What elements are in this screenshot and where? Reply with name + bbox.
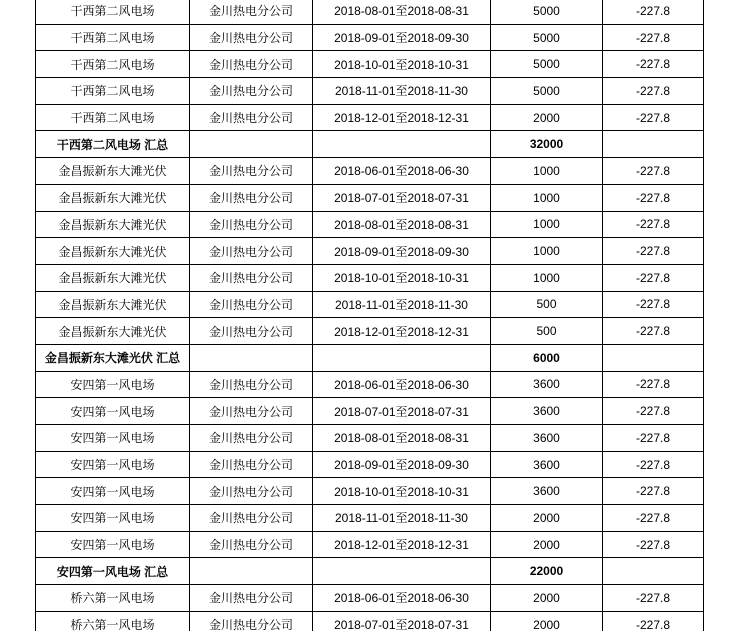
cell-plant-name: 金昌振新东大滩光伏 [36, 238, 190, 265]
cell-quantity: 1000 [491, 264, 603, 291]
cell-quantity: 2000 [491, 104, 603, 131]
cell-plant-name: 安四第一风电场 汇总 [36, 558, 190, 585]
table-row [36, 78, 704, 105]
cell-quantity: 5000 [491, 0, 603, 24]
cell-plant-name: 桥六第一风电场 [36, 585, 190, 612]
cell-company: 金川热电分公司 [190, 585, 313, 612]
table-row [36, 585, 704, 612]
cell-period: 2018-11-01至2018-11-30 [313, 505, 491, 532]
cell-period: 2018-09-01至2018-09-30 [313, 451, 491, 478]
table-row [36, 264, 704, 291]
cell-period: 2018-07-01至2018-07-31 [313, 184, 491, 211]
cell-period: 2018-12-01至2018-12-31 [313, 104, 491, 131]
cell-plant-name: 安四第一风电场 [36, 425, 190, 452]
cell-price: -227.8 [603, 398, 704, 425]
cell-price: -227.8 [603, 318, 704, 345]
table-row [36, 211, 704, 238]
cell-plant-name: 干西第二风电场 [36, 104, 190, 131]
cell-price: -227.8 [603, 24, 704, 51]
cell-quantity: 3600 [491, 478, 603, 505]
cell-company: 金川热电分公司 [190, 371, 313, 398]
cell-company: 金川热电分公司 [190, 531, 313, 558]
cell-period: 2018-06-01至2018-06-30 [313, 585, 491, 612]
cell-period [313, 558, 491, 585]
cell-company [190, 131, 313, 158]
table-row [36, 425, 704, 452]
cell-plant-name: 干西第二风电场 [36, 0, 190, 24]
cell-plant-name: 安四第一风电场 [36, 451, 190, 478]
cell-quantity: 5000 [491, 78, 603, 105]
cell-period: 2018-11-01至2018-11-30 [313, 291, 491, 318]
cell-price: -227.8 [603, 238, 704, 265]
cell-quantity: 6000 [491, 344, 603, 371]
cell-price: -227.8 [603, 78, 704, 105]
cell-quantity: 2000 [491, 585, 603, 612]
table-row [36, 104, 704, 131]
cell-price: -227.8 [603, 505, 704, 532]
table-row [36, 371, 704, 398]
cell-quantity: 1000 [491, 158, 603, 185]
table-row [36, 505, 704, 532]
cell-company: 金川热电分公司 [190, 398, 313, 425]
cell-company: 金川热电分公司 [190, 291, 313, 318]
cell-period: 2018-12-01至2018-12-31 [313, 531, 491, 558]
cell-plant-name: 金昌振新东大滩光伏 汇总 [36, 344, 190, 371]
cell-price [603, 558, 704, 585]
cell-company: 金川热电分公司 [190, 0, 313, 24]
cell-price: -227.8 [603, 291, 704, 318]
settlement-table [35, 0, 704, 631]
cell-company: 金川热电分公司 [190, 425, 313, 452]
cell-price: -227.8 [603, 585, 704, 612]
cell-company: 金川热电分公司 [190, 264, 313, 291]
cell-quantity: 5000 [491, 24, 603, 51]
cell-company [190, 558, 313, 585]
cell-price: -227.8 [603, 0, 704, 24]
cell-price: -227.8 [603, 264, 704, 291]
table-row [36, 51, 704, 78]
table-row [36, 184, 704, 211]
cell-price: -227.8 [603, 184, 704, 211]
cell-company: 金川热电分公司 [190, 318, 313, 345]
cell-plant-name: 金昌振新东大滩光伏 [36, 291, 190, 318]
cell-price: -227.8 [603, 451, 704, 478]
cell-quantity: 2000 [491, 505, 603, 532]
cell-plant-name: 桥六第一风电场 [36, 611, 190, 631]
cell-plant-name: 金昌振新东大滩光伏 [36, 211, 190, 238]
cell-period: 2018-10-01至2018-10-31 [313, 264, 491, 291]
cell-plant-name: 干西第二风电场 [36, 24, 190, 51]
cell-company [190, 344, 313, 371]
cell-period: 2018-10-01至2018-10-31 [313, 51, 491, 78]
cell-period: 2018-07-01至2018-07-31 [313, 398, 491, 425]
cell-price: -227.8 [603, 104, 704, 131]
cell-price: -227.8 [603, 51, 704, 78]
cell-plant-name: 金昌振新东大滩光伏 [36, 158, 190, 185]
cell-price: -227.8 [603, 211, 704, 238]
cell-price [603, 131, 704, 158]
cell-company: 金川热电分公司 [190, 611, 313, 631]
cell-period [313, 131, 491, 158]
table-row [36, 398, 704, 425]
cell-period: 2018-11-01至2018-11-30 [313, 78, 491, 105]
cell-quantity: 3600 [491, 371, 603, 398]
cell-quantity: 1000 [491, 211, 603, 238]
table-row [36, 24, 704, 51]
cell-plant-name: 安四第一风电场 [36, 371, 190, 398]
cell-quantity: 2000 [491, 531, 603, 558]
cell-period: 2018-07-01至2018-07-31 [313, 611, 491, 631]
cell-company: 金川热电分公司 [190, 78, 313, 105]
cell-plant-name: 安四第一风电场 [36, 531, 190, 558]
table-row [36, 611, 704, 631]
cell-price: -227.8 [603, 158, 704, 185]
cell-plant-name: 金昌振新东大滩光伏 [36, 318, 190, 345]
cell-plant-name: 干西第二风电场 [36, 51, 190, 78]
cell-quantity: 5000 [491, 51, 603, 78]
cell-price: -227.8 [603, 531, 704, 558]
cell-company: 金川热电分公司 [190, 505, 313, 532]
cell-period: 2018-08-01至2018-08-31 [313, 425, 491, 452]
cell-plant-name: 安四第一风电场 [36, 398, 190, 425]
settlement-table-body [36, 0, 704, 631]
cell-price [603, 344, 704, 371]
cell-plant-name: 金昌振新东大滩光伏 [36, 184, 190, 211]
cell-quantity: 3600 [491, 398, 603, 425]
cell-plant-name: 干西第二风电场 汇总 [36, 131, 190, 158]
cell-company: 金川热电分公司 [190, 51, 313, 78]
table-row [36, 291, 704, 318]
cell-company: 金川热电分公司 [190, 238, 313, 265]
cell-quantity: 1000 [491, 238, 603, 265]
cell-plant-name: 安四第一风电场 [36, 478, 190, 505]
summary-row [36, 558, 704, 585]
cell-plant-name: 金昌振新东大滩光伏 [36, 264, 190, 291]
table-row [36, 158, 704, 185]
cell-period: 2018-09-01至2018-09-30 [313, 238, 491, 265]
cell-company: 金川热电分公司 [190, 158, 313, 185]
summary-row [36, 344, 704, 371]
cell-price: -227.8 [603, 478, 704, 505]
cell-quantity: 22000 [491, 558, 603, 585]
cell-period: 2018-06-01至2018-06-30 [313, 158, 491, 185]
table-row [36, 531, 704, 558]
cell-company: 金川热电分公司 [190, 24, 313, 51]
cell-quantity: 32000 [491, 131, 603, 158]
table-row [36, 238, 704, 265]
cell-company: 金川热电分公司 [190, 478, 313, 505]
cell-price: -227.8 [603, 611, 704, 631]
table-row [36, 318, 704, 345]
cell-company: 金川热电分公司 [190, 211, 313, 238]
cell-quantity: 500 [491, 291, 603, 318]
table-row [36, 451, 704, 478]
cell-plant-name: 安四第一风电场 [36, 505, 190, 532]
cell-company: 金川热电分公司 [190, 451, 313, 478]
cell-period: 2018-12-01至2018-12-31 [313, 318, 491, 345]
cell-plant-name: 干西第二风电场 [36, 78, 190, 105]
cell-period [313, 344, 491, 371]
cell-quantity: 1000 [491, 184, 603, 211]
table-row [36, 478, 704, 505]
cell-quantity: 2000 [491, 611, 603, 631]
cell-company: 金川热电分公司 [190, 184, 313, 211]
cell-price: -227.8 [603, 425, 704, 452]
cell-period: 2018-10-01至2018-10-31 [313, 478, 491, 505]
cell-period: 2018-06-01至2018-06-30 [313, 371, 491, 398]
cell-period: 2018-08-01至2018-08-31 [313, 0, 491, 24]
cell-company: 金川热电分公司 [190, 104, 313, 131]
cell-quantity: 3600 [491, 451, 603, 478]
table-row [36, 0, 704, 24]
cell-period: 2018-08-01至2018-08-31 [313, 211, 491, 238]
cell-price: -227.8 [603, 371, 704, 398]
summary-row [36, 131, 704, 158]
cell-period: 2018-09-01至2018-09-30 [313, 24, 491, 51]
cell-quantity: 500 [491, 318, 603, 345]
cell-quantity: 3600 [491, 425, 603, 452]
